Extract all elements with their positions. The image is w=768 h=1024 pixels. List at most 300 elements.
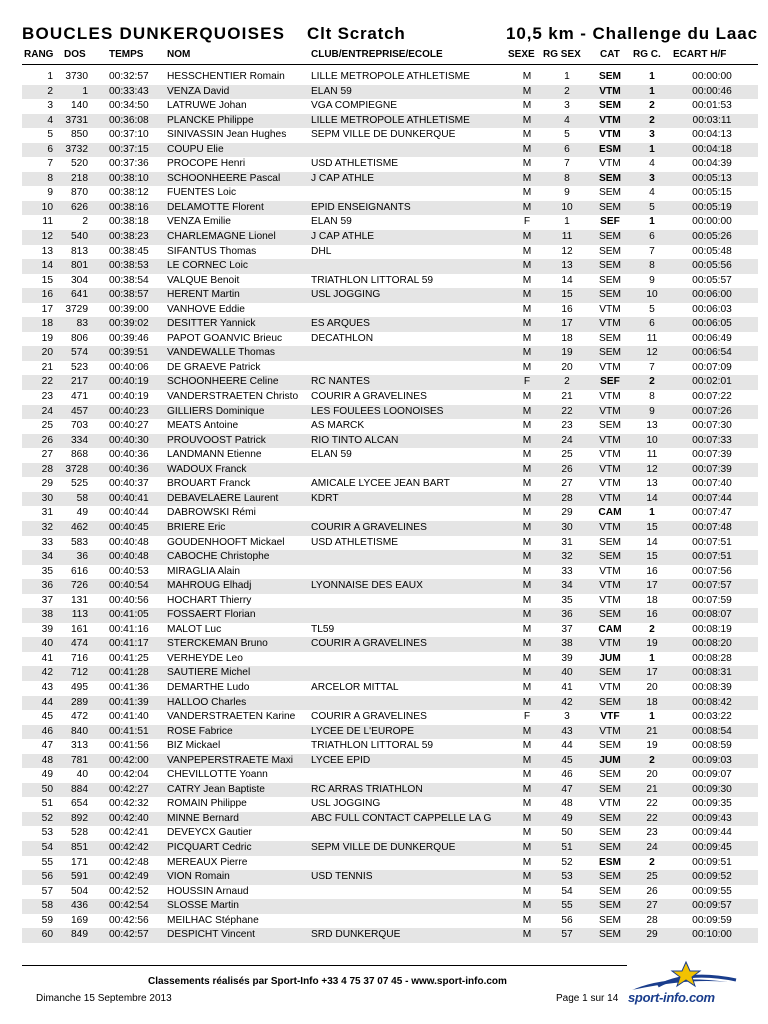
cell-rang: 51 <box>41 798 53 810</box>
cell-nom: ROMAIN Philippe <box>167 798 247 810</box>
cell-nom: MEREAUX Pierre <box>167 856 248 868</box>
cell-dos: 654 <box>71 798 88 810</box>
cell-sexe: M <box>522 769 532 781</box>
cell-rg-sex: 54 <box>561 885 573 897</box>
cell-rg-c: 1 <box>649 85 655 97</box>
cell-cat: VTM <box>599 158 621 170</box>
cell-sexe: M <box>522 100 532 112</box>
cell-temps: 00:40:53 <box>109 565 149 577</box>
cell-dos: 462 <box>71 521 88 533</box>
cell-temps: 00:38:18 <box>109 216 149 228</box>
cell-temps: 00:40:48 <box>109 536 149 548</box>
cell-nom: DEMARTHE Ludo <box>167 681 250 693</box>
footer-date: Dimanche 15 Septembre 2013 <box>36 993 172 1004</box>
cell-ecart: 00:05:19 <box>692 201 732 213</box>
cell-sexe: M <box>522 187 532 199</box>
table-row <box>22 914 758 929</box>
cell-nom: CHARLEMAGNE Lionel <box>167 231 276 243</box>
cell-cat: SEM <box>598 900 622 912</box>
cell-rg-c: 29 <box>646 929 658 941</box>
cell-temps: 00:38:12 <box>109 187 149 199</box>
cell-cat: SEM <box>598 71 622 82</box>
cell-ecart: 00:06:49 <box>692 332 732 344</box>
table-row <box>22 434 758 449</box>
cell-nom: ROSE Fabrice <box>167 725 233 737</box>
cell-nom: SLOSSE Martin <box>167 900 239 912</box>
cell-ecart: 00:05:57 <box>692 274 732 286</box>
cell-club: USD ATHLETISME <box>311 158 398 170</box>
cell-ecart: 00:05:48 <box>692 245 732 257</box>
cell-rang: 54 <box>41 841 53 853</box>
cell-sexe: M <box>522 245 532 257</box>
cell-rg-sex: 42 <box>561 696 573 708</box>
cell-ecart: 00:09:43 <box>692 812 732 824</box>
cell-temps: 00:41:51 <box>109 725 149 737</box>
cell-club: USD ATHLETISME <box>311 536 398 548</box>
cell-temps: 00:32:57 <box>109 71 149 82</box>
cell-ecart: 00:07:09 <box>692 361 732 373</box>
cell-club: LILLE METROPOLE ATHLETISME <box>311 71 470 82</box>
cell-temps: 00:42:57 <box>109 929 149 941</box>
cell-rg-c: 14 <box>646 492 658 504</box>
cell-temps: 00:41:16 <box>109 623 149 635</box>
cell-temps: 00:38:53 <box>109 260 149 272</box>
cell-rg-c: 17 <box>646 580 658 592</box>
cell-rg-c: 5 <box>649 201 655 213</box>
cell-rg-sex: 13 <box>561 260 573 272</box>
cell-dos: 58 <box>76 492 88 504</box>
cell-club: COURIR A GRAVELINES <box>311 521 427 533</box>
cell-ecart: 00:04:18 <box>692 143 732 155</box>
cell-rg-sex: 55 <box>561 900 573 912</box>
cell-cat: JUM <box>599 754 621 766</box>
cell-ecart: 00:03:11 <box>692 114 732 126</box>
cell-sexe: M <box>522 681 532 693</box>
table-row <box>22 783 758 798</box>
cell-temps: 00:42:56 <box>109 914 149 926</box>
cell-nom: MALOT Luc <box>167 623 222 635</box>
cell-sexe: M <box>522 812 532 824</box>
cell-temps: 00:40:41 <box>109 492 149 504</box>
logo-wordmark: sport-info.com <box>628 990 715 1005</box>
cell-ecart: 00:09:30 <box>692 783 732 795</box>
cell-rang: 31 <box>41 507 53 519</box>
cell-cat: SEM <box>598 740 622 752</box>
table-row <box>22 390 758 405</box>
table-row <box>22 841 758 856</box>
cell-nom: HOCHART Thierry <box>167 594 252 606</box>
cell-rg-c: 24 <box>646 841 658 853</box>
cell-cat: VTM <box>599 594 621 606</box>
cell-dos: 504 <box>71 885 88 897</box>
cell-dos: 726 <box>71 580 88 592</box>
cell-rang: 37 <box>41 594 53 606</box>
cell-sexe: M <box>522 361 532 373</box>
cell-club: SEPM VILLE DE DUNKERQUE <box>311 841 456 853</box>
table-row <box>22 550 758 565</box>
cell-sexe: M <box>522 507 532 519</box>
cell-rg-c: 21 <box>646 725 658 737</box>
cell-sexe: M <box>522 783 532 795</box>
cell-rg-sex: 26 <box>561 463 573 475</box>
cell-cat: SEM <box>598 274 622 286</box>
cell-ecart: 00:07:44 <box>692 492 732 504</box>
cell-rg-c: 10 <box>646 289 658 301</box>
cell-sexe: M <box>522 478 532 490</box>
cell-club: COURIR A GRAVELINES <box>311 638 427 650</box>
cell-dos: 3732 <box>65 143 88 155</box>
cell-rg-c: 27 <box>646 900 658 912</box>
cell-ecart: 00:09:55 <box>692 885 732 897</box>
cell-rang: 32 <box>41 521 53 533</box>
cell-nom: MIRAGLIA Alain <box>167 565 241 577</box>
cell-rang: 36 <box>41 580 53 592</box>
cell-dos: 3731 <box>65 114 88 126</box>
cell-club: LYONNAISE DES EAUX <box>311 580 423 592</box>
cell-nom: STERCKEMAN Bruno <box>167 638 268 650</box>
cell-rg-sex: 57 <box>561 929 573 941</box>
cell-cat: SEF <box>600 216 620 228</box>
cell-sexe: M <box>522 172 532 184</box>
cell-rang: 45 <box>41 711 53 723</box>
cell-rang: 59 <box>41 914 53 926</box>
cell-temps: 00:37:15 <box>109 143 149 155</box>
cell-sexe: M <box>522 492 532 504</box>
cell-nom: DESPICHT Vincent <box>167 929 255 941</box>
table-row <box>22 666 758 681</box>
table-row <box>22 143 758 158</box>
cell-rg-c: 10 <box>646 434 658 446</box>
cell-rang: 56 <box>41 871 53 883</box>
cell-ecart: 00:05:56 <box>692 260 732 272</box>
cell-temps: 00:38:45 <box>109 245 149 257</box>
cell-cat: VTM <box>599 798 621 810</box>
col-header-ecart: ECART H/F <box>673 49 727 60</box>
cell-dos: 781 <box>71 754 88 766</box>
cell-rang: 52 <box>41 812 53 824</box>
cell-ecart: 00:08:42 <box>692 696 732 708</box>
cell-rg-sex: 6 <box>564 143 570 155</box>
table-row <box>22 826 758 841</box>
table-row <box>22 681 758 696</box>
cell-cat: SEM <box>598 231 622 243</box>
cell-dos: 49 <box>76 507 88 519</box>
cell-rang: 35 <box>41 565 53 577</box>
cell-ecart: 00:06:03 <box>692 303 732 315</box>
cell-cat: SEF <box>600 376 620 388</box>
cell-sexe: M <box>522 856 532 868</box>
cell-rg-c: 2 <box>649 754 655 766</box>
cell-nom: VANDEWALLE Thomas <box>167 347 275 359</box>
cell-temps: 00:40:48 <box>109 551 149 563</box>
cell-rang: 5 <box>47 129 53 141</box>
cell-ecart: 00:07:56 <box>692 565 732 577</box>
cell-rang: 44 <box>41 696 53 708</box>
cell-dos: 334 <box>71 434 88 446</box>
cell-dos: 884 <box>71 783 88 795</box>
table-row <box>22 885 758 900</box>
cell-rg-c: 5 <box>649 303 655 315</box>
cell-nom: DEBAVELAERE Laurent <box>167 492 279 504</box>
cell-nom: PICQUART Cedric <box>167 841 252 853</box>
cell-rg-sex: 23 <box>561 420 573 432</box>
cell-rg-sex: 5 <box>564 129 570 141</box>
cell-nom: PROCOPE Henri <box>167 158 246 170</box>
cell-nom: PAPOT GOANVIC Brieuc <box>167 332 283 344</box>
cell-club: LYCEE DE L'EUROPE <box>311 725 415 737</box>
cell-rang: 46 <box>41 725 53 737</box>
cell-cat: VTM <box>599 434 621 446</box>
cell-dos: 591 <box>71 871 88 883</box>
cell-cat: VTM <box>599 565 621 577</box>
cell-club: ES ARQUES <box>311 318 370 330</box>
cell-club: LILLE METROPOLE ATHLETISME <box>311 114 470 126</box>
cell-dos: 851 <box>71 841 88 853</box>
cell-rg-c: 17 <box>646 667 658 679</box>
cell-dos: 140 <box>71 100 88 112</box>
cell-nom: CATRY Jean Baptiste <box>167 783 265 795</box>
cell-sexe: M <box>522 420 532 432</box>
cell-rang: 19 <box>41 332 53 344</box>
table-row <box>22 594 758 609</box>
cell-club: LYCEE EPID <box>311 754 371 766</box>
cell-sexe: M <box>522 565 532 577</box>
cell-ecart: 00:09:57 <box>692 900 732 912</box>
cell-rg-c: 28 <box>646 914 658 926</box>
cell-sexe: M <box>522 129 532 141</box>
cell-sexe: M <box>522 609 532 621</box>
cell-rg-sex: 56 <box>561 914 573 926</box>
cell-cat: SEM <box>598 783 622 795</box>
cell-dos: 583 <box>71 536 88 548</box>
cell-rang: 1 <box>47 71 53 82</box>
cell-rg-sex: 39 <box>561 652 573 664</box>
cell-ecart: 00:00:00 <box>692 71 732 82</box>
cell-cat: SEM <box>598 827 622 839</box>
cell-club: SRD DUNKERQUE <box>311 929 401 941</box>
cell-nom: CHEVILLOTTE Yoann <box>167 769 268 781</box>
cell-ecart: 00:10:00 <box>692 929 732 941</box>
cell-rg-sex: 45 <box>561 754 573 766</box>
cell-rang: 13 <box>41 245 53 257</box>
col-header-rang: RANG <box>24 49 54 60</box>
cell-nom: DELAMOTTE Florent <box>167 201 264 213</box>
cell-nom: LATRUWE Johan <box>167 100 247 112</box>
table-row <box>22 99 758 114</box>
cell-dos: 641 <box>71 289 88 301</box>
cell-cat: SEM <box>598 929 622 941</box>
cell-temps: 00:40:30 <box>109 434 149 446</box>
cell-ecart: 00:09:07 <box>692 769 732 781</box>
cell-rg-c: 13 <box>646 478 658 490</box>
cell-club: USL JOGGING <box>311 798 381 810</box>
cell-rg-sex: 4 <box>564 114 570 126</box>
cell-dos: 113 <box>71 609 88 621</box>
table-row <box>22 856 758 871</box>
cell-rg-c: 22 <box>646 798 658 810</box>
cell-dos: 36 <box>76 551 88 563</box>
cell-rg-sex: 14 <box>561 274 573 286</box>
cell-dos: 83 <box>76 318 88 330</box>
cell-ecart: 00:05:15 <box>692 187 732 199</box>
cell-nom: HESSCHENTIER Romain <box>167 71 285 82</box>
cell-nom: DESITTER Yannick <box>167 318 256 330</box>
cell-dos: 525 <box>71 478 88 490</box>
cell-rang: 25 <box>41 420 53 432</box>
cell-rg-sex: 3 <box>564 100 570 112</box>
cell-dos: 813 <box>71 245 88 257</box>
footer-divider <box>22 965 627 966</box>
cell-club: ELAN 59 <box>311 449 352 461</box>
cell-sexe: M <box>522 434 532 446</box>
cell-cat: VTM <box>599 405 621 417</box>
cell-rg-c: 18 <box>646 594 658 606</box>
cell-rg-c: 2 <box>649 623 655 635</box>
cell-dos: 313 <box>71 740 88 752</box>
cell-rang: 22 <box>41 376 53 388</box>
cell-sexe: M <box>522 551 532 563</box>
cell-dos: 495 <box>71 681 88 693</box>
cell-ecart: 00:05:13 <box>692 172 732 184</box>
cell-rg-c: 16 <box>646 565 658 577</box>
cell-rg-sex: 21 <box>561 391 573 403</box>
cell-ecart: 00:07:22 <box>692 391 732 403</box>
cell-rang: 34 <box>41 551 53 563</box>
cell-sexe: M <box>522 391 532 403</box>
cell-rg-sex: 47 <box>561 783 573 795</box>
cell-cat: VTM <box>599 521 621 533</box>
sport-info-logo <box>628 960 738 1014</box>
cell-temps: 00:41:17 <box>109 638 149 650</box>
cell-nom: PROUVOOST Patrick <box>167 434 266 446</box>
cell-sexe: M <box>522 580 532 592</box>
cell-rg-c: 1 <box>649 652 655 664</box>
cell-sexe: M <box>522 914 532 926</box>
cell-dos: 472 <box>71 711 88 723</box>
cell-club: J CAP ATHLE <box>311 231 375 243</box>
cell-nom: FUENTES Loic <box>167 187 237 199</box>
cell-nom: COUPU Elie <box>167 143 224 155</box>
cell-club: AS MARCK <box>311 420 365 432</box>
cell-rg-sex: 48 <box>561 798 573 810</box>
cell-cat: SEM <box>598 289 622 301</box>
table-row <box>22 623 758 638</box>
cell-nom: MINNE Bernard <box>167 812 239 824</box>
table-row <box>22 201 758 216</box>
table-row <box>22 303 758 318</box>
cell-ecart: 00:08:28 <box>692 652 732 664</box>
cell-temps: 00:40:54 <box>109 580 149 592</box>
cell-rg-c: 16 <box>646 609 658 621</box>
cell-rang: 27 <box>41 449 53 461</box>
cell-temps: 00:34:50 <box>109 100 149 112</box>
cell-rg-sex: 2 <box>564 85 570 97</box>
cell-nom: VENZA David <box>167 85 230 97</box>
cell-sexe: M <box>522 623 532 635</box>
cell-temps: 00:39:00 <box>109 303 149 315</box>
cell-rang: 17 <box>41 303 53 315</box>
cell-dos: 3730 <box>65 71 88 82</box>
cell-cat: SEM <box>598 696 622 708</box>
col-header-sexe: SEXE <box>508 49 535 60</box>
cell-rg-sex: 27 <box>561 478 573 490</box>
cell-rang: 3 <box>47 100 53 112</box>
cell-club: VGA COMPIEGNE <box>311 100 398 112</box>
cell-temps: 00:41:28 <box>109 667 149 679</box>
cell-rg-sex: 17 <box>561 318 573 330</box>
cell-dos: 528 <box>71 827 88 839</box>
cell-temps: 00:38:54 <box>109 274 149 286</box>
cell-cat: SEM <box>598 172 622 184</box>
cell-rg-sex: 1 <box>564 71 570 82</box>
cell-cat: CAM <box>598 623 622 635</box>
cell-nom: BIZ Mickael <box>167 740 221 752</box>
cell-rg-c: 9 <box>649 405 655 417</box>
cell-ecart: 00:09:59 <box>692 914 732 926</box>
table-row <box>22 215 758 230</box>
cell-temps: 00:38:10 <box>109 172 149 184</box>
cell-sexe: M <box>522 405 532 417</box>
cell-temps: 00:40:23 <box>109 405 149 417</box>
cell-sexe: M <box>522 885 532 897</box>
table-row <box>22 274 758 289</box>
cell-rg-c: 14 <box>646 536 658 548</box>
cell-rang: 57 <box>41 885 53 897</box>
cell-temps: 00:42:27 <box>109 783 149 795</box>
cell-rg-c: 1 <box>649 71 655 82</box>
cell-ecart: 00:07:47 <box>692 507 732 519</box>
table-row <box>22 608 758 623</box>
cell-club: RIO TINTO ALCAN <box>311 434 399 446</box>
cell-sexe: M <box>522 332 532 344</box>
table-row <box>22 637 758 652</box>
cell-temps: 00:41:56 <box>109 740 149 752</box>
cell-rg-c: 19 <box>646 740 658 752</box>
cell-cat: SEM <box>598 332 622 344</box>
col-header-dos: DOS <box>64 49 86 60</box>
cell-ecart: 00:00:00 <box>692 216 732 228</box>
cell-rg-c: 22 <box>646 812 658 824</box>
cell-rang: 53 <box>41 827 53 839</box>
cell-club: TL59 <box>311 623 335 635</box>
cell-rg-c: 7 <box>649 361 655 373</box>
cell-rg-c: 20 <box>646 769 658 781</box>
cell-ecart: 00:07:30 <box>692 420 732 432</box>
cell-cat: SEM <box>598 420 622 432</box>
cell-rang: 2 <box>47 85 53 97</box>
cell-ecart: 00:08:31 <box>692 667 732 679</box>
cell-dos: 703 <box>71 420 88 432</box>
cell-sexe: M <box>522 638 532 650</box>
table-row <box>22 85 758 100</box>
cell-temps: 00:40:36 <box>109 463 149 475</box>
table-row <box>22 477 758 492</box>
cell-ecart: 00:07:51 <box>692 551 732 563</box>
cell-nom: PLANCKE Philippe <box>167 114 254 126</box>
cell-cat: SEM <box>598 769 622 781</box>
cell-rg-sex: 16 <box>561 303 573 315</box>
cell-rg-sex: 28 <box>561 492 573 504</box>
cell-rang: 38 <box>41 609 53 621</box>
cell-rang: 20 <box>41 347 53 359</box>
cell-rg-sex: 46 <box>561 769 573 781</box>
cell-rang: 18 <box>41 318 53 330</box>
cell-sexe: F <box>523 376 531 388</box>
cell-rg-c: 15 <box>646 551 658 563</box>
cell-rg-sex: 32 <box>561 551 573 563</box>
cell-temps: 00:42:52 <box>109 885 149 897</box>
cell-club: RC NANTES <box>311 376 370 388</box>
